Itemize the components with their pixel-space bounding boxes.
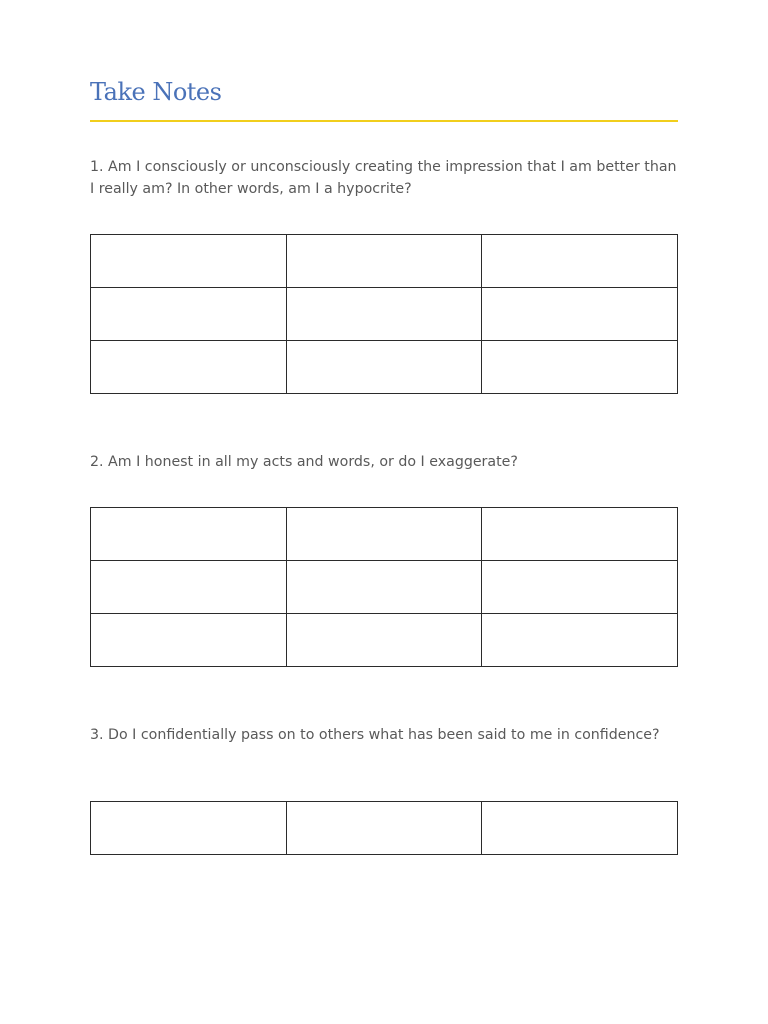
- table-cell[interactable]: [91, 341, 287, 394]
- title-divider: [90, 120, 678, 122]
- table-cell[interactable]: [91, 614, 287, 667]
- table-cell[interactable]: [91, 288, 287, 341]
- table-row: [91, 561, 678, 614]
- page-title: Take Notes: [90, 78, 222, 106]
- table-cell[interactable]: [286, 802, 482, 855]
- table-cell[interactable]: [286, 561, 482, 614]
- table-cell[interactable]: [91, 508, 287, 561]
- table-cell[interactable]: [482, 288, 678, 341]
- table-row: [91, 235, 678, 288]
- table-cell[interactable]: [482, 341, 678, 394]
- table-row: [91, 341, 678, 394]
- table-cell[interactable]: [482, 508, 678, 561]
- table-cell[interactable]: [91, 561, 287, 614]
- table-cell[interactable]: [286, 614, 482, 667]
- table-cell[interactable]: [286, 341, 482, 394]
- table-cell[interactable]: [482, 614, 678, 667]
- table-row: [91, 802, 678, 855]
- question-3: 3. Do I confidentially pass on to others what has been said to me in confidence?: [90, 727, 660, 743]
- notes-table-1: [90, 234, 678, 394]
- table-cell[interactable]: [482, 235, 678, 288]
- table-cell[interactable]: [91, 802, 287, 855]
- table-cell[interactable]: [482, 802, 678, 855]
- notes-table-3: [90, 801, 678, 855]
- table-cell[interactable]: [286, 235, 482, 288]
- table-cell[interactable]: [286, 508, 482, 561]
- question-1: 1. Am I consciously or unconsciously creating the impression that I am better than I really am? In other words, am I a hypocrite?: [90, 159, 677, 197]
- table-row: [91, 614, 678, 667]
- table-cell[interactable]: [91, 235, 287, 288]
- table-row: [91, 508, 678, 561]
- table-cell[interactable]: [482, 561, 678, 614]
- table-row: [91, 288, 678, 341]
- notes-table-2: [90, 507, 678, 667]
- table-cell[interactable]: [286, 288, 482, 341]
- question-2: 2. Am I honest in all my acts and words, or do I exaggerate?: [90, 454, 518, 470]
